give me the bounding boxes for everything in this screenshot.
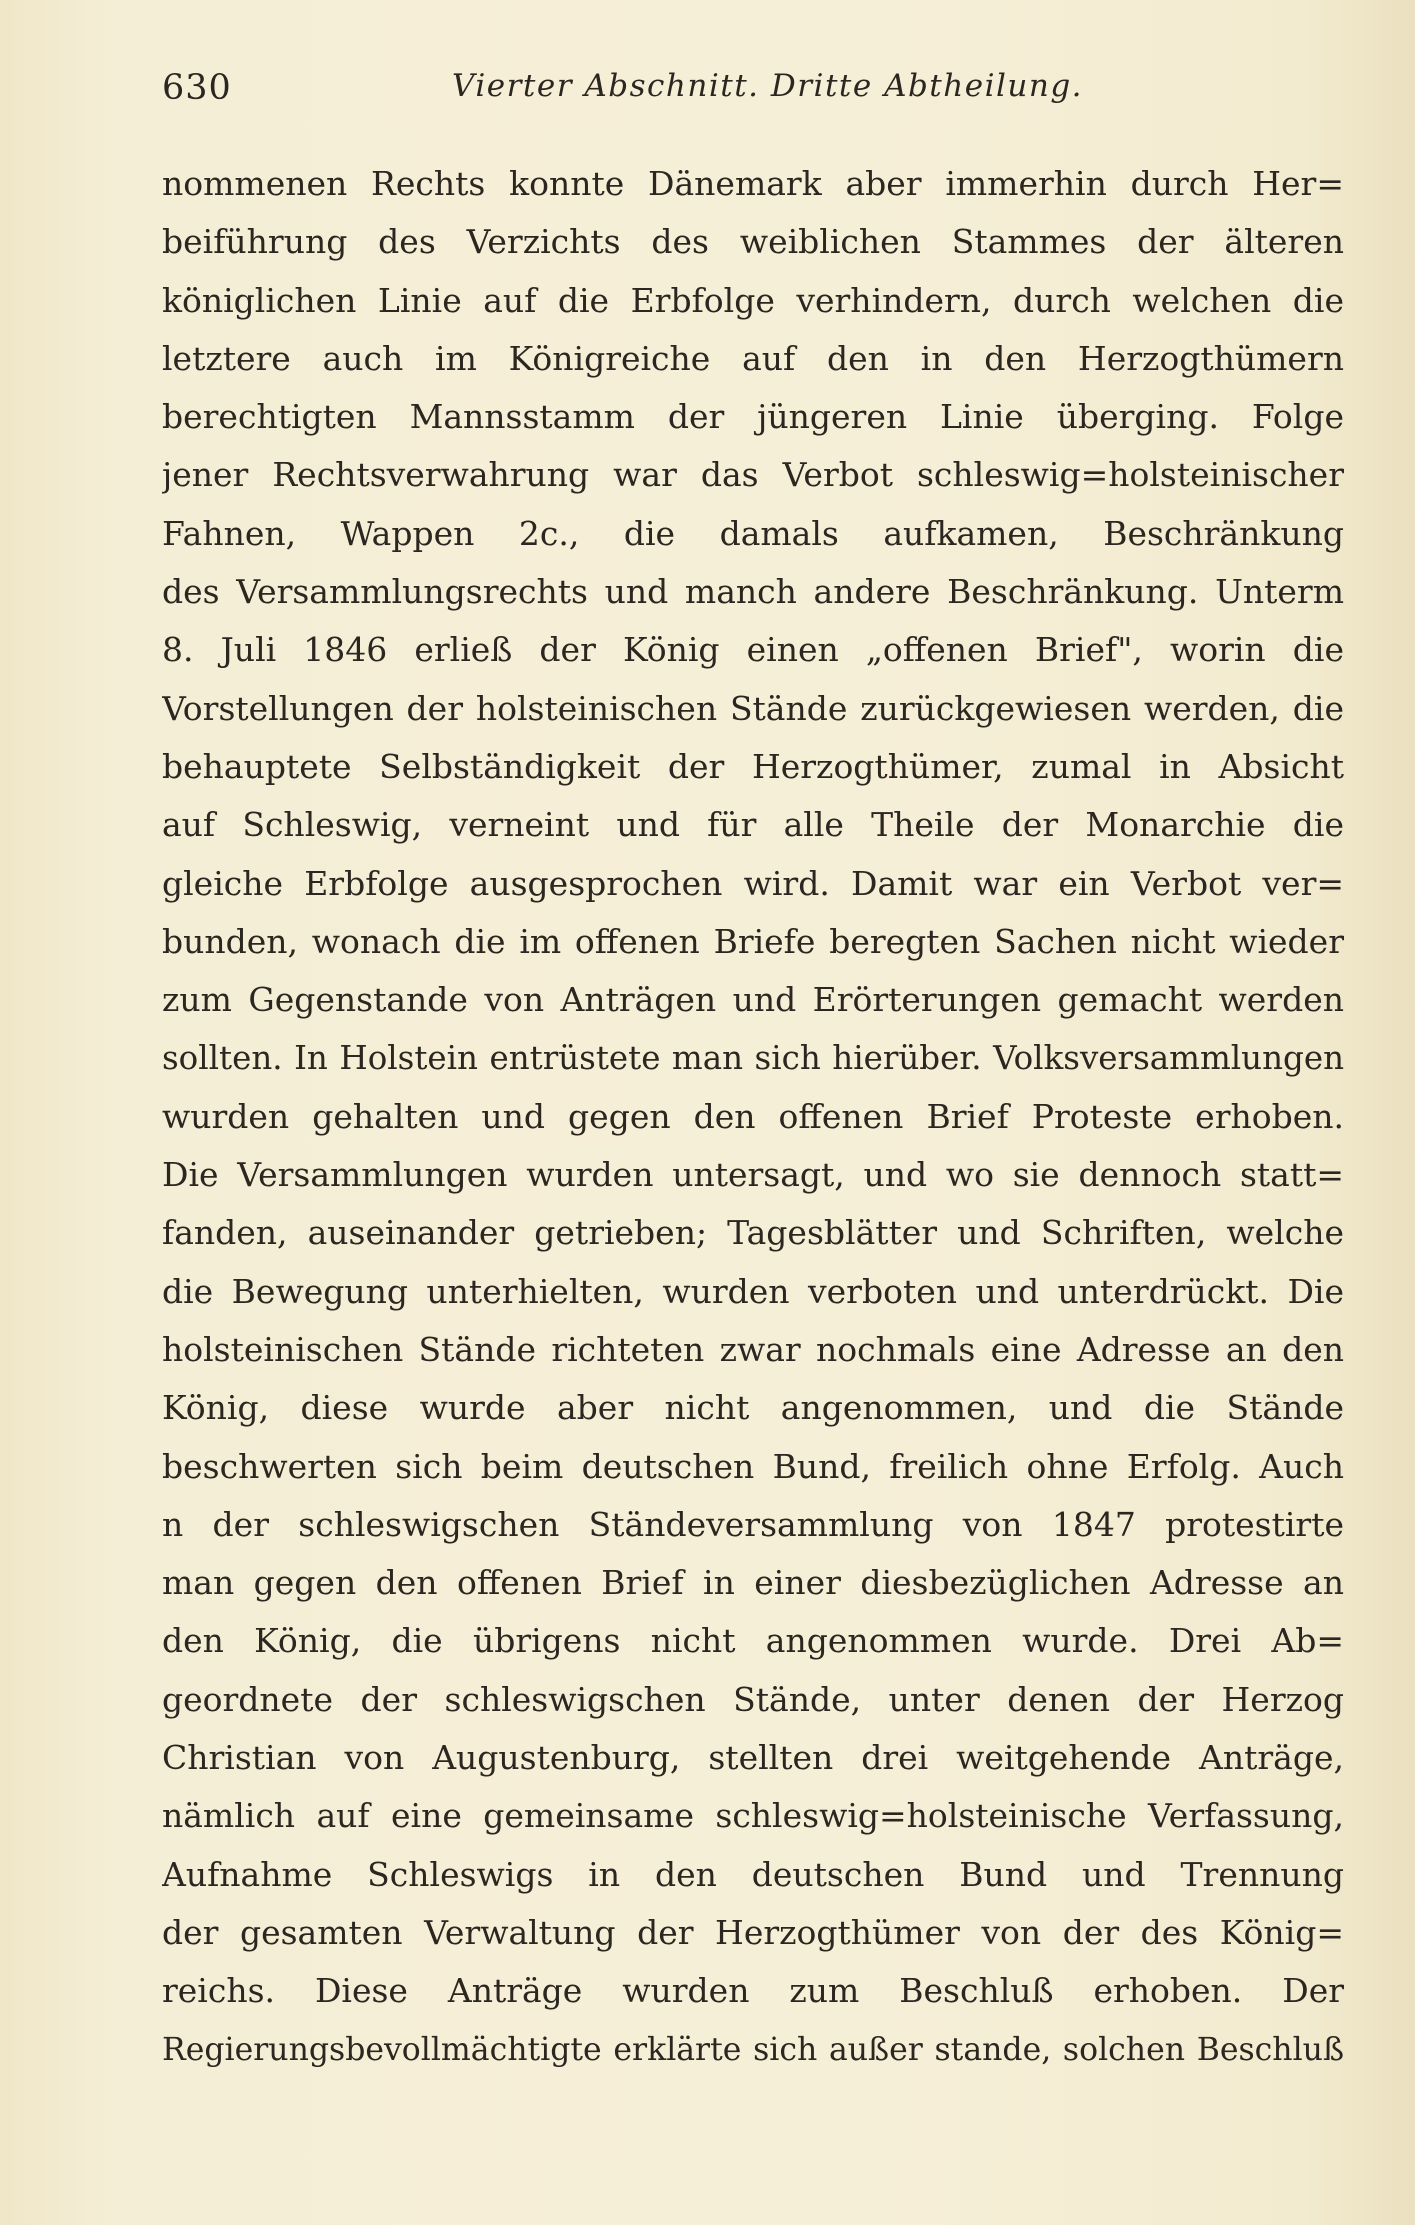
text-line: nommenen Rechts konnte Dänemark aber immerhin durch Her= (162, 164, 1344, 203)
text-line: Vorstellungen der holsteinischen Stände zurückgewiesen werden, die (162, 688, 1344, 728)
running-head: Vierter Abschnitt. Dritte Abtheilung. (452, 68, 1084, 104)
text-line: der gesamten Verwaltung der Herzogthümer von der des König= (162, 1912, 1344, 1952)
text-line: man gegen den offenen Brief in einer diesbezüglichen Adresse an (162, 1563, 1344, 1603)
text-line: die Bewegung unterhielten, wurden verboten und unterdrückt. Die (162, 1271, 1344, 1311)
text-line: letztere auch im Königreiche auf den in den Herzogthümern (162, 338, 1344, 378)
page-header (162, 62, 1342, 112)
text-line: gleiche Erbfolge ausgesprochen wird. Damit war ein Verbot ver= (162, 863, 1344, 903)
text-line: geordnete der schleswigschen Stände, unter denen der Herzog (162, 1679, 1344, 1719)
text-line: des Versammlungsrechts und manch andere Beschränkung. Unterm (162, 572, 1344, 612)
text-line: Aufnahme Schleswigs in den deutschen Bund und Trennung (162, 1854, 1344, 1894)
page-number: 630 (162, 68, 232, 108)
text-line: königlichen Linie auf die Erbfolge verhindern, durch welchen die (162, 280, 1344, 320)
text-line: jener Rechtsverwahrung war das Verbot schleswig=holsteinischer (162, 455, 1344, 495)
text-line: auf Schleswig, verneint und für alle Theile der Monarchie die (162, 805, 1344, 845)
text-line: König, diese wurde aber nicht angenommen, und die Stände (162, 1388, 1344, 1428)
text-line: sollten. In Holstein entrüstete man sich hierüber. Volksversammlungen (162, 1039, 1344, 1078)
body-text (162, 155, 1344, 2079)
text-line: berechtigten Mannsstamm der jüngeren Linie überging. Folge (162, 397, 1344, 437)
text-line: Die Versammlungen wurden untersagt, und wo sie dennoch statt= (162, 1155, 1344, 1195)
text-line: wurden gehalten und gegen den offenen Brief Proteste erhoben. (162, 1096, 1344, 1136)
text-line: behauptete Selbständigkeit der Herzogthümer, zumal in Absicht (162, 746, 1344, 786)
text-line: bunden, wonach die im offenen Briefe beregten Sachen nicht wieder (162, 921, 1344, 961)
text-line: den König, die übrigens nicht angenommen wurde. Drei Ab= (162, 1621, 1344, 1661)
text-line: beiführung des Verzichts des weiblichen Stammes der älteren (162, 222, 1344, 262)
text-line: beschwerten sich beim deutschen Bund, freilich ohne Erfolg. Auch (162, 1446, 1344, 1486)
text-line: Regierungsbevollmächtigte erklärte sich außer stande, solchen Beschluß (162, 2031, 1344, 2068)
text-line: Fahnen, Wappen 2c., die damals aufkamen, Beschränkung (162, 513, 1344, 553)
text-line: reichs. Diese Anträge wurden zum Beschluß erhoben. Der (162, 1971, 1344, 2011)
text-line: nämlich auf eine gemeinsame schleswig=holsteinische Verfassung, (162, 1796, 1344, 1836)
text-line: fanden, auseinander getrieben; Tagesblätter und Schriften, welche (162, 1213, 1344, 1253)
text-line: Christian von Augustenburg, stellten drei weitgehende Anträge, (162, 1738, 1344, 1778)
text-line: 8. Juli 1846 erließ der König einen „offenen Brief", worin die (162, 630, 1344, 670)
text-line: zum Gegenstande von Anträgen und Erörterungen gemacht werden (162, 980, 1344, 1020)
text-line: n der schleswigschen Ständeversammlung von 1847 protestirte (162, 1504, 1344, 1544)
text-line: holsteinischen Stände richteten zwar nochmals eine Adresse an den (162, 1329, 1344, 1369)
